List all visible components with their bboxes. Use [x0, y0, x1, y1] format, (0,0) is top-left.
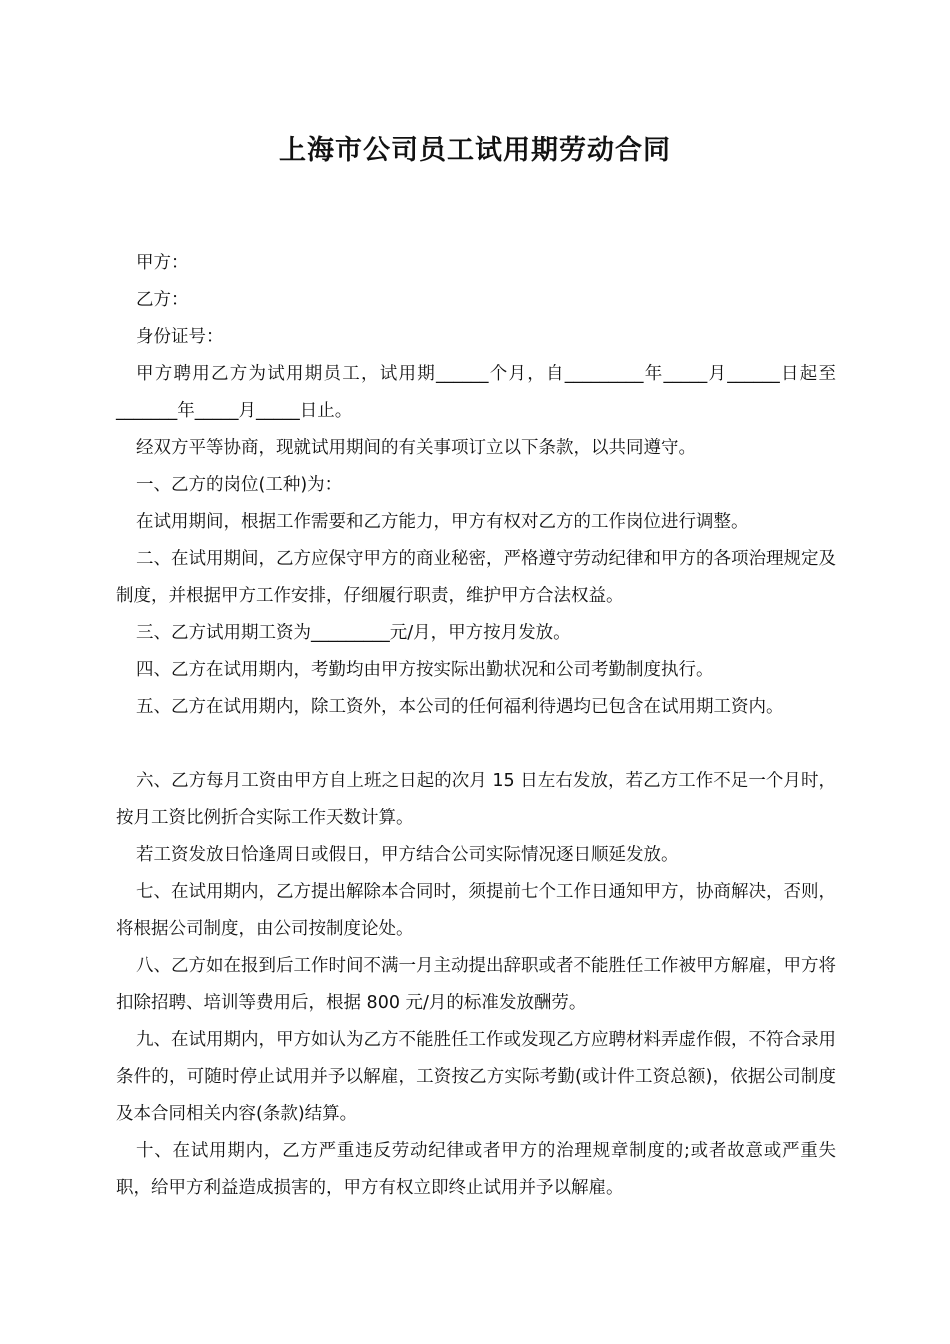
document-title: 上海市公司员工试用期劳动合同: [279, 135, 671, 166]
clause-6-note: 若工资发放日恰逢周日或假日，甲方结合公司实际情况逐日顺延发放。: [136, 845, 679, 865]
clause-4: 四、乙方在试用期内，考勤均由甲方按实际出勤状况和公司考勤制度执行。: [136, 660, 714, 680]
clause-3: 三、乙方试用期工资为_________元/月，甲方按月发放。: [136, 623, 571, 643]
clause-5: 五、乙方在试用期内，除工资外，本公司的任何福利待遇均已包含在试用期工资内。: [136, 697, 784, 717]
clause-10: 十、在试用期内，乙方严重违反劳动纪律或者甲方的治理规章制度的;或者故意或严重失职，给甲方利益造成损害的，甲方有权立即终止试用并予以解雇。: [116, 1141, 836, 1198]
document-body: [116, 245, 836, 1207]
id-number-line: 身份证号：: [136, 327, 224, 347]
probation-period-paragraph: 甲方聘用乙方为试用期员工，试用期______个月，自_________年_____月______日起至_______年_____月_____日止。: [116, 364, 836, 421]
clause-6: 六、乙方每月工资由甲方自上班之日起的次月 15 日左右发放，若乙方工作不足一个月时，按月工资比例折合实际工作天数计算。: [116, 771, 836, 828]
clause-7: 七、在试用期内，乙方提出解除本合同时，须提前七个工作日通知甲方，协商解决，否则，将根据公司制度，由公司按制度论处。: [116, 882, 836, 939]
party-b-line: 乙方：: [136, 290, 189, 310]
party-a-line: 甲方：: [136, 253, 189, 273]
clause-8: 八、乙方如在报到后工作时间不满一月主动提出辞职或者不能胜任工作被甲方解雇，甲方将扣除招聘、培训等费用后，根据 800 元/月的标准发放酬劳。: [116, 956, 836, 1013]
agreement-intro-paragraph: 经双方平等协商，现就试用期间的有关事项订立以下条款，以共同遵守。: [136, 438, 696, 458]
clause-1-heading: 一、乙方的岗位(工种)为：: [136, 475, 343, 495]
clause-9: 九、在试用期内，甲方如认为乙方不能胜任工作或发现乙方应聘材料弄虚作假，不符合录用条件的，可随时停止试用并予以解雇，工资按乙方实际考勤(或计件工资总额)，依据公司制度及本合同相关内容(条款)结算。: [116, 1030, 836, 1124]
clause-1-body: 在试用期间，根据工作需要和乙方能力，甲方有权对乙方的工作岗位进行调整。: [136, 512, 749, 532]
clause-2: 二、在试用期间，乙方应保守甲方的商业秘密，严格遵守劳动纪律和甲方的各项治理规定及制度，并根据甲方工作安排，仔细履行职责，维护甲方合法权益。: [116, 549, 836, 606]
